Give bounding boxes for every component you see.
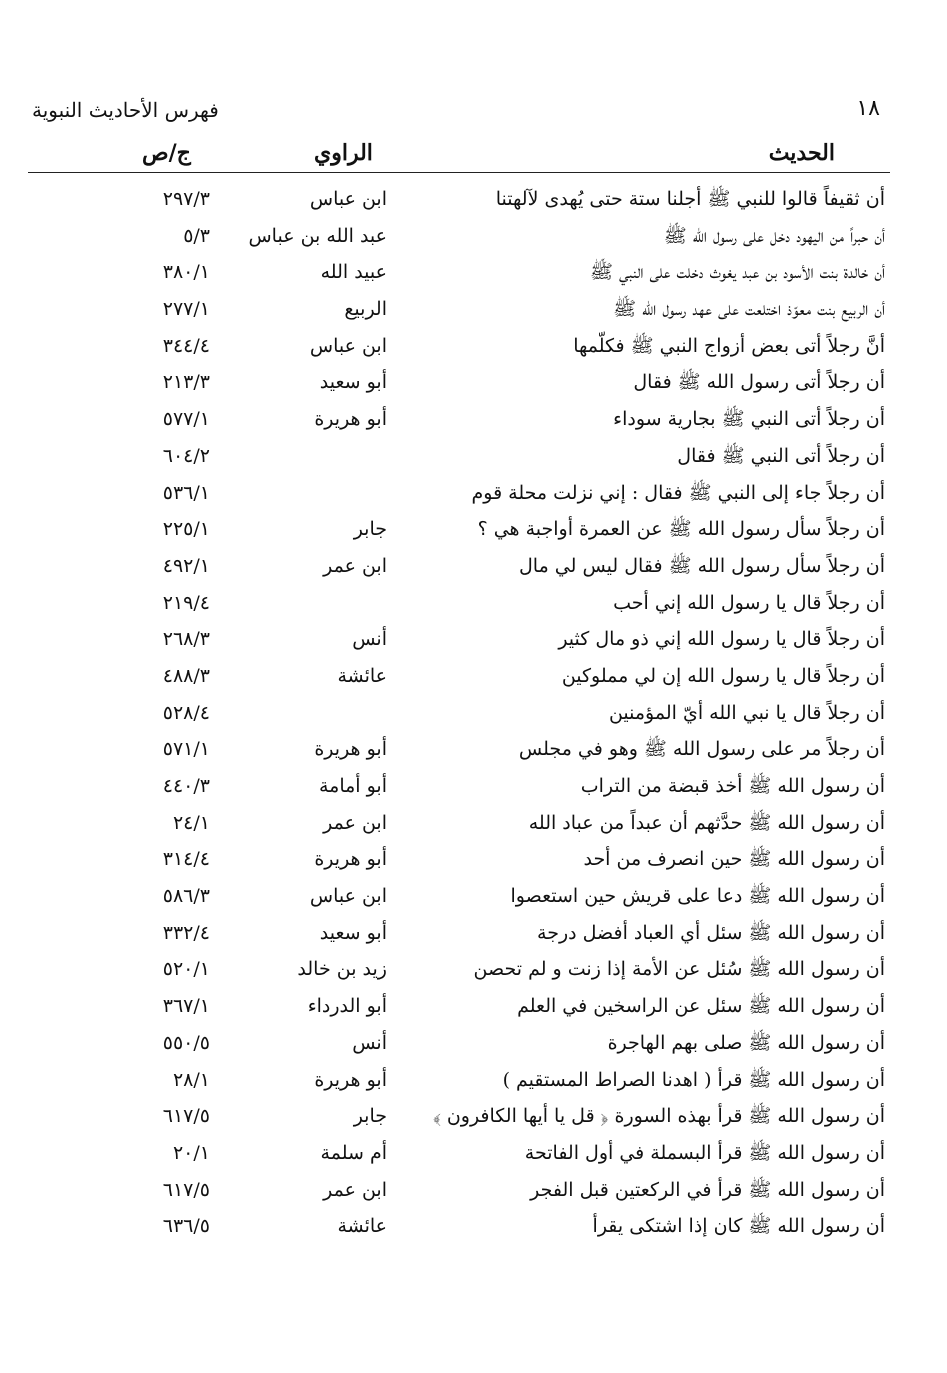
page-number: ١٨ <box>856 96 880 121</box>
index-row <box>0 1173 947 1210</box>
page-header <box>28 88 890 128</box>
volume-page-reference: ٦١٧/٥ <box>162 1105 210 1128</box>
volume-page-reference: ٢١٣/٣ <box>162 371 210 394</box>
hadith-text: أن رجلاً قال يا نبي الله أيّ المؤمنين <box>608 701 885 724</box>
narrator-name: عبد الله بن عباس <box>248 224 387 247</box>
hadith-text: أن الربيع بنت معوّذ اختلعت على عهد رسول الله ﷺ <box>613 298 885 321</box>
narrator-name: ابن عباس <box>309 334 387 357</box>
hadith-text: أن ثقيفاً قالوا للنبي ﷺ أجلنا ستة حتى يُهدى لآلهتنا <box>495 188 885 210</box>
volume-page-reference: ٣٣٢/٤ <box>162 921 210 944</box>
hadith-text: أن رجلاً جاء إلى النبي ﷺ فقال : إني نزلت محلة قوم <box>471 481 885 504</box>
index-row <box>0 732 947 769</box>
index-row <box>0 219 947 256</box>
hadith-text: أن رجلاً قال يا رسول الله إني أحب <box>613 591 885 614</box>
index-row <box>0 1136 947 1173</box>
index-row <box>0 879 947 916</box>
hadith-text: أن رسول الله ﷺ أخذ قبضة من التراب <box>580 775 885 797</box>
hadith-index-table <box>0 182 947 1246</box>
hadith-text: أن رجلاً قال يا رسول الله إن لي مملوكين <box>561 664 885 687</box>
narrator-name: أبو أمامة <box>318 775 387 797</box>
hadith-text: أن رجلاً أتى رسول الله ﷺ فقال <box>633 371 885 394</box>
hadith-text: أن رجلاً سأل رسول الله ﷺ عن العمرة أواجبة هي ؟ <box>477 518 885 541</box>
index-row <box>0 182 947 219</box>
hadith-text: أن رسول الله ﷺ صلى بهم الهاجرة <box>607 1031 885 1054</box>
hadith-text: أن رسول الله ﷺ حدَّثهم أن عبداً من عباد الله <box>528 811 885 834</box>
volume-page-reference: ٢٧٧/١ <box>162 298 210 321</box>
volume-page-reference: ٢٠/١ <box>172 1141 210 1164</box>
hadith-text: أن رسول الله ﷺ دعا على قريش حين استعصوا <box>510 885 885 908</box>
narrator-name: أبو هريرة <box>314 848 387 871</box>
hadith-text: أن رسول الله ﷺ سُئل عن الأمة إذا زنت و لم تحصن <box>473 958 885 981</box>
hadith-text: أن رجلاً قال يا رسول الله إني ذو مال كثير <box>558 628 885 651</box>
index-row <box>0 806 947 843</box>
hadith-text: أن رسول الله ﷺ سئل عن الراسخين في العلم <box>517 995 885 1018</box>
hadith-text: أنَّ رجلاً أتى بعض أزواج النبي ﷺ فكلّمها <box>573 334 885 357</box>
volume-page-reference: ٥٢٠/١ <box>162 958 210 981</box>
narrator-name: أبو سعيد <box>319 371 387 394</box>
index-row <box>0 255 947 292</box>
volume-page-reference: ٤٩٢/١ <box>162 554 210 577</box>
hadith-text: أن رجلاً مر على رسول الله ﷺ وهو في مجلس <box>518 738 885 761</box>
hadith-text: أن رجلاً أتى النبي ﷺ فقال <box>677 444 885 467</box>
narrator-name: ابن عباس <box>309 188 387 210</box>
volume-page-reference: ٤٨٨/٣ <box>162 664 210 687</box>
column-header-reference: ج/ص <box>142 140 191 166</box>
hadith-text: أن رجلاً سأل رسول الله ﷺ فقال ليس لي مال <box>518 554 885 577</box>
index-row <box>0 622 947 659</box>
volume-page-reference: ٣١٤/٤ <box>162 848 210 871</box>
hadith-text: أن رسول الله ﷺ قرأ ( اهدنا الصراط المستقيم ) <box>502 1068 885 1091</box>
narrator-name: عائشة <box>337 664 387 687</box>
volume-page-reference: ٤٤٠/٣ <box>162 775 210 797</box>
volume-page-reference: ٢١٩/٤ <box>162 591 210 614</box>
volume-page-reference: ٦٣٦/٥ <box>162 1215 210 1238</box>
narrator-name: جابر <box>353 518 387 541</box>
index-row <box>0 1209 947 1246</box>
volume-page-reference: ٢٦٨/٣ <box>162 628 210 651</box>
volume-page-reference: ٢٢٥/١ <box>162 518 210 541</box>
index-row <box>0 952 947 989</box>
volume-page-reference: ٢٨/١ <box>172 1068 210 1091</box>
index-row <box>0 476 947 513</box>
index-row <box>0 842 947 879</box>
narrator-name: أبو هريرة <box>314 1068 387 1091</box>
index-row <box>0 549 947 586</box>
narrator-name: أبو الدرداء <box>307 995 387 1018</box>
volume-page-reference: ٥٧١/١ <box>162 738 210 761</box>
narrator-name: أنس <box>352 628 387 651</box>
index-row <box>0 402 947 439</box>
index-row <box>0 365 947 402</box>
header-divider <box>28 172 890 173</box>
running-title: فهرس الأحاديث النبوية <box>32 98 219 122</box>
hadith-text: أن حبراً من اليهود دخل على رسول الله ﷺ <box>663 224 885 247</box>
narrator-name: ابن عمر <box>323 554 387 577</box>
volume-page-reference: ٥٧٧/١ <box>162 408 210 431</box>
narrator-name: الربيع <box>344 298 387 321</box>
volume-page-reference: ٣٦٧/١ <box>162 995 210 1018</box>
index-row <box>0 989 947 1026</box>
index-row <box>0 329 947 366</box>
narrator-name: ابن عباس <box>309 885 387 908</box>
index-row <box>0 769 947 806</box>
hadith-text: أن رسول الله ﷺ قرأ البسملة في أول الفاتحة <box>524 1141 885 1164</box>
column-header-hadith: الحديث <box>768 140 835 166</box>
hadith-text: أن رسول الله ﷺ قرأ في الركعتين قبل الفجر <box>530 1178 885 1201</box>
column-header-narrator: الراوي <box>314 140 373 166</box>
volume-page-reference: ٥٣٦/١ <box>162 481 210 504</box>
index-row <box>0 1026 947 1063</box>
index-row <box>0 292 947 329</box>
narrator-name: عبيد الله <box>320 261 387 284</box>
index-row <box>0 512 947 549</box>
index-row <box>0 439 947 476</box>
volume-page-reference: ٥٥٠/٥ <box>162 1031 210 1054</box>
hadith-text: أن رجلاً أتى النبي ﷺ بجارية سوداء <box>613 408 885 431</box>
volume-page-reference: ٥٨٦/٣ <box>162 885 210 908</box>
narrator-name: أنس <box>352 1031 387 1054</box>
hadith-text: أن رسول الله ﷺ سئل أي العباد أفضل درجة <box>537 921 885 944</box>
index-row <box>0 1063 947 1100</box>
index-row <box>0 1099 947 1136</box>
narrator-name: أبو هريرة <box>314 408 387 431</box>
narrator-name: أم سلمة <box>320 1141 387 1164</box>
volume-page-reference: ٣٤٤/٤ <box>162 334 210 357</box>
narrator-name: زيد بن خالد <box>297 958 387 981</box>
narrator-name: أبو سعيد <box>319 921 387 944</box>
narrator-name: أبو هريرة <box>314 738 387 761</box>
hadith-text: أن رسول الله ﷺ قرأ بهذه السورة ﴿ قل يا أيها الكافرون ﴾ <box>432 1105 885 1128</box>
volume-page-reference: ٦١٧/٥ <box>162 1178 210 1201</box>
hadith-text: أن رسول الله ﷺ حين انصرف من أحد <box>583 848 885 871</box>
index-row <box>0 586 947 623</box>
narrator-name: عائشة <box>337 1215 387 1238</box>
volume-page-reference: ٢٤/١ <box>172 811 210 834</box>
narrator-name: ابن عمر <box>323 1178 387 1201</box>
volume-page-reference: ٥/٣ <box>183 224 210 247</box>
narrator-name: ابن عمر <box>323 811 387 834</box>
index-row <box>0 659 947 696</box>
volume-page-reference: ٥٢٨/٤ <box>162 701 210 724</box>
narrator-name: جابر <box>353 1105 387 1128</box>
index-row <box>0 696 947 733</box>
index-row <box>0 916 947 953</box>
hadith-text: أن رسول الله ﷺ كان إذا اشتكى يقرأ <box>592 1215 885 1238</box>
volume-page-reference: ٢٩٧/٣ <box>162 188 210 210</box>
hadith-text: أن خالدة بنت الأسود بن عبد يغوث دخلت على النبي ﷺ <box>590 261 885 284</box>
volume-page-reference: ٣٨٠/١ <box>162 261 210 284</box>
volume-page-reference: ٦٠٤/٢ <box>162 444 210 467</box>
